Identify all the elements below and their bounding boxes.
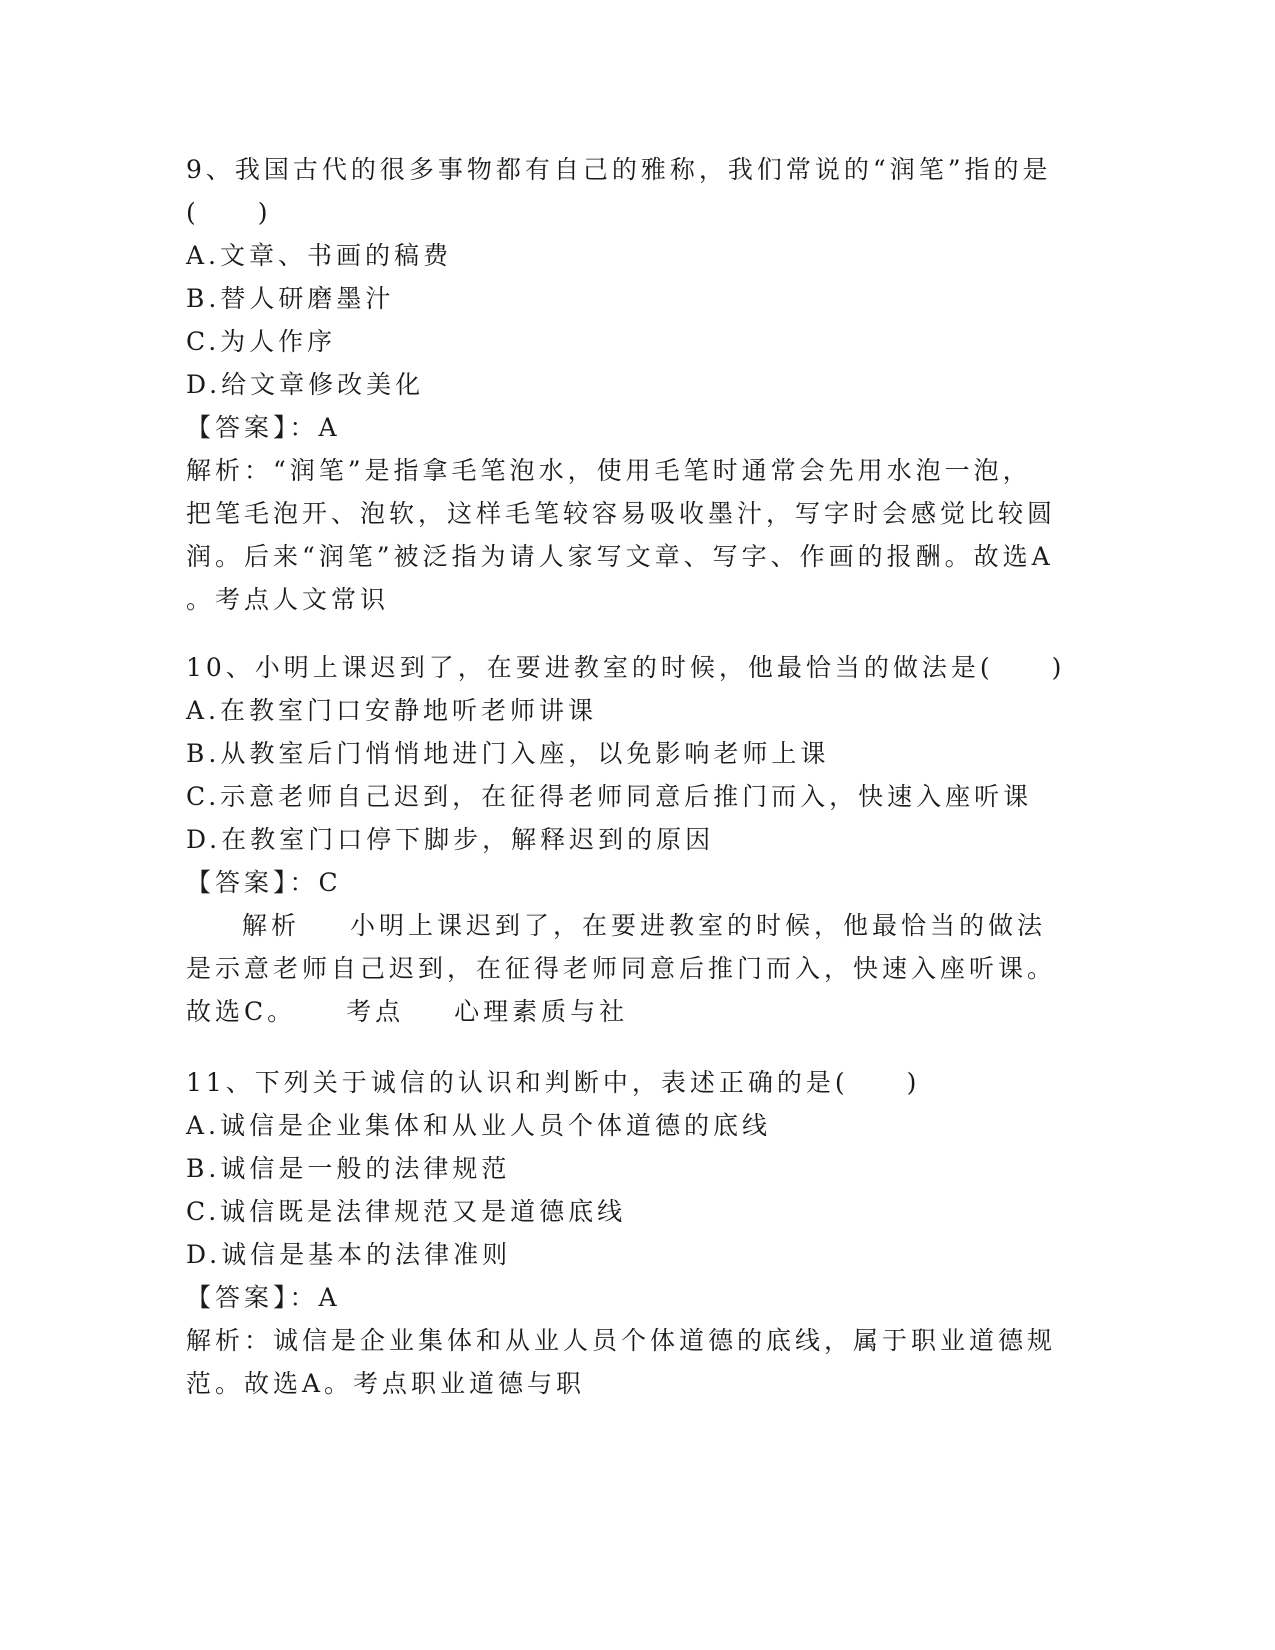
analysis-line: 解析：“润笔”是指拿毛笔泡水，使用毛笔时通常会先用水泡一泡，	[186, 456, 1032, 485]
answer: 【答案】：A	[186, 1283, 341, 1312]
analysis-label: 解析	[242, 911, 301, 940]
option-c: C.为人作序	[186, 327, 337, 356]
option-c: C.示意老师自己迟到，在征得老师同意后推门而入，快速入座听课	[186, 782, 1033, 811]
answer: 【答案】：A	[186, 413, 341, 442]
question-stem: 11、下列关于诚信的认识和判断中，表述正确的是( )	[186, 1068, 921, 1097]
option-a: A.诚信是企业集体和从业人员个体道德的底线	[186, 1111, 772, 1140]
analysis-line: 把笔毛泡开、泡软，这样毛笔较容易吸收墨汁，写字时会感觉比较圆	[186, 499, 1057, 528]
option-b: B.替人研磨墨汁	[186, 284, 395, 313]
analysis-line: 解析：诚信是企业集体和从业人员个体道德的底线，属于职业道德规	[186, 1326, 1057, 1355]
option-a: A.在教室门口安静地听老师讲课	[186, 696, 598, 725]
analysis-line: 是示意老师自己迟到，在征得老师同意后推门而入，快速入座听课。	[186, 954, 1057, 983]
analysis-line: 润。后来“润笔”被泛指为请人家写文章、写字、作画的报酬。故选A	[186, 542, 1054, 571]
option-c: C.诚信既是法律规范又是道德底线	[186, 1197, 627, 1226]
option-d: D.诚信是基本的法律准则	[186, 1240, 512, 1269]
topic-label: 考点	[346, 997, 405, 1026]
question-stem: ( )	[186, 198, 272, 227]
analysis-text: 小明上课迟到了，在要进教室的时候，他最恰当的做法	[350, 911, 1047, 940]
topic-value: 心理素质与社	[454, 997, 629, 1026]
option-b: B.从教室后门悄悄地进门入座，以免影响老师上课	[186, 739, 830, 768]
option-d: D.在教室门口停下脚步，解释迟到的原因	[186, 825, 715, 854]
option-a: A.文章、书画的稿费	[186, 241, 453, 270]
option-d: D.给文章修改美化	[186, 370, 425, 399]
question-stem: 9、我国古代的很多事物都有自己的雅称，我们常说的“润笔”指的是	[186, 155, 1052, 184]
question-10	[186, 646, 1086, 1033]
answer: 【答案】：C	[186, 868, 342, 897]
analysis-line: 。考点人文常识	[186, 585, 390, 614]
analysis-line	[186, 990, 1086, 1033]
analysis-line	[186, 904, 1086, 947]
question-stem: 10、小明上课迟到了，在要进教室的时候，他最恰当的做法是( )	[186, 653, 1066, 682]
analysis-conclusion: 故选C。	[186, 997, 297, 1026]
question-9	[186, 148, 1086, 621]
question-11	[186, 1061, 1086, 1405]
option-b: B.诚信是一般的法律规范	[186, 1154, 511, 1183]
analysis-line: 范。故选A。考点职业道德与职	[186, 1369, 586, 1398]
